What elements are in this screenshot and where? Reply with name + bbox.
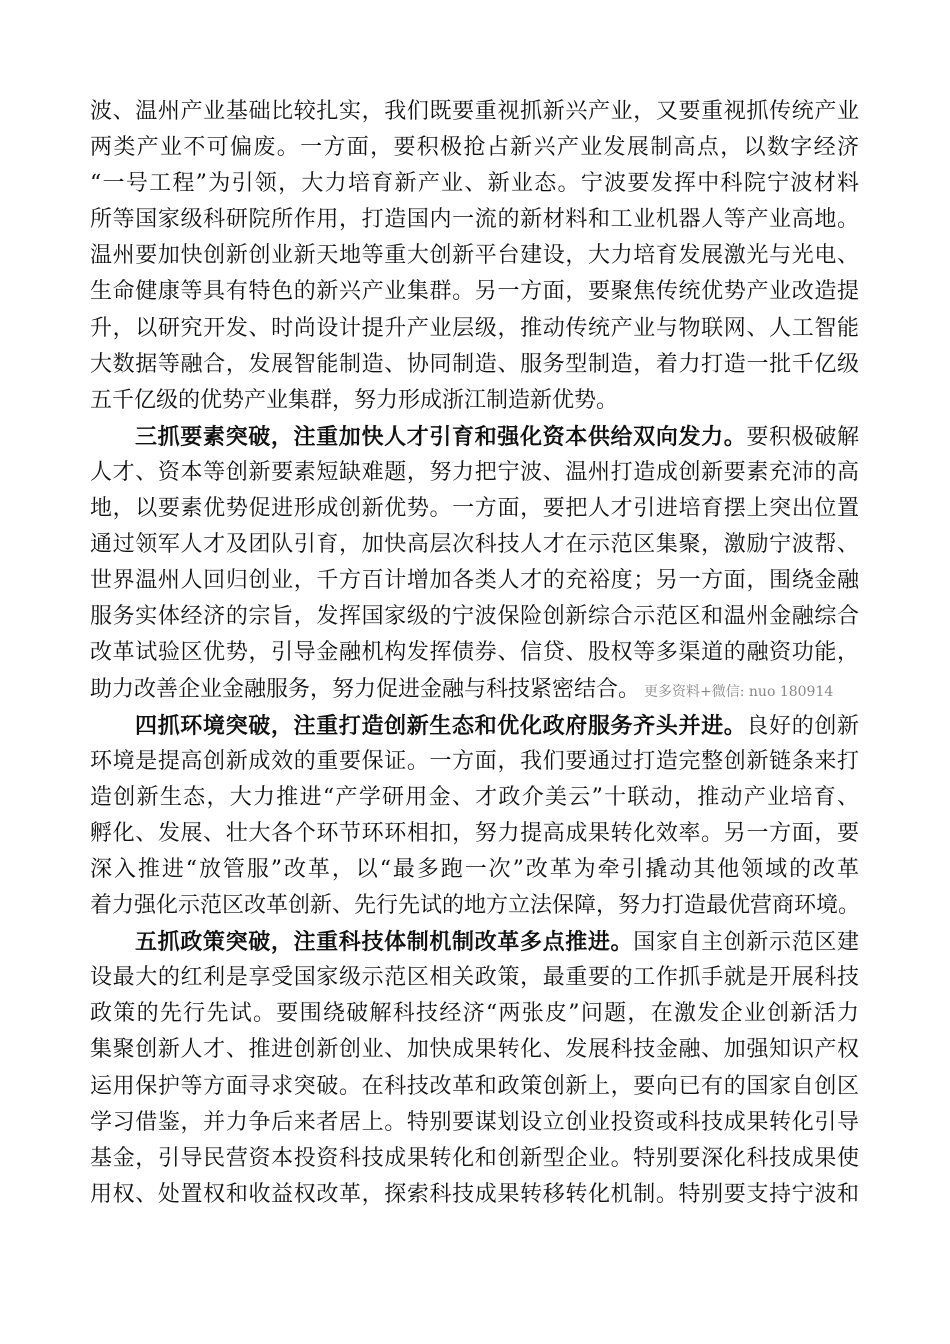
body-text: 深入推进“放管服”改革，以“最多跑一次”改革为牵引撬动其他领域的改革 — [90, 856, 859, 882]
watermark-text: 更多资料+微信: nuo 180914 — [644, 683, 834, 700]
body-text: 孵化、发展、壮大各个环节环环相扣，努力提高成果转化效率。另一方面，要 — [90, 820, 859, 846]
text-line — [90, 455, 859, 491]
body-text: 用权、处置权和收益权改革，探索科技成果转移转化机制。特别要支持宁波和 — [90, 1181, 859, 1207]
text-line — [90, 94, 859, 130]
text-line — [90, 1069, 859, 1105]
body-text: 学习借鉴，并力争后来者居上。特别要谋划设立创业投资或科技成果转化引导 — [90, 1109, 859, 1135]
text-line — [90, 1032, 859, 1068]
body-text: “一号工程”为引领，大力培育新产业、新业态。宁波要发挥中科院宁波材料 — [90, 171, 859, 197]
body-text: 通过领军人才及团队引育，加快高层次科技人才在示范区集聚，激励宁波帮、 — [90, 532, 859, 558]
body-text: 良好的创新 — [746, 713, 859, 739]
text-line — [90, 599, 859, 635]
body-text: 改革试验区优势，引导金融机构发挥债券、信贷、股权等多渠道的融资功能， — [90, 640, 859, 666]
text-line — [90, 202, 859, 238]
bold-lead-in: 五抓政策突破，注重科技体制机制改革多点推进。 — [135, 929, 634, 956]
body-text: 集聚创新人才、推进创新创业、加快成果转化、发展科技金融、加强知识产权 — [90, 1037, 859, 1063]
text-line — [90, 960, 859, 996]
body-text: 温州要加快创新创业新天地等重大创新平台建设，大力培育发展激光与光电、 — [90, 243, 859, 269]
text-line — [90, 852, 859, 888]
text-line — [90, 347, 859, 383]
body-text: 着力强化示范区改革创新、先行先试的地方立法保障，努力打造最优营商环境。 — [90, 893, 861, 919]
body-text: 运用保护等方面寻求突破。在科技改革和政策创新上，要向已有的国家自创区 — [90, 1073, 859, 1099]
bold-lead-in: 四抓环境突破，注重打造创新生态和优化政府服务齐头并进。 — [135, 712, 747, 739]
body-text: 生命健康等具有特色的新兴产业集群。另一方面，要聚焦传统优势产业改造提 — [90, 279, 859, 305]
body-text: 升，以研究开发、时尚设计提升产业层级，推动传统产业与物联网、人工智能 — [90, 315, 859, 341]
text-line — [90, 1177, 859, 1213]
text-line — [90, 816, 859, 852]
text-line — [90, 744, 859, 780]
body-text: 服务实体经济的宗旨，发挥国家级的宁波保险创新综合示范区和温州金融综合 — [90, 604, 859, 630]
bold-lead-in: 三抓要素突破，注重加快人才引育和强化资本供给双向发力。 — [135, 423, 747, 450]
body-text: 人才、资本等创新要素短缺难题，努力把宁波、温州打造成创新要素充沛的高 — [90, 459, 859, 485]
body-text: 要积极破解 — [746, 424, 859, 450]
body-text: 五千亿级的优势产业集群，努力形成浙江制造新优势。 — [90, 387, 619, 413]
text-line — [90, 166, 859, 202]
body-text: 国家自主创新示范区建 — [633, 930, 859, 956]
text-line — [90, 996, 859, 1032]
text-line — [90, 491, 859, 527]
text-line — [90, 888, 859, 924]
text-line — [90, 563, 859, 599]
text-line — [90, 238, 859, 274]
text-line — [90, 527, 859, 563]
body-text: 世界温州人回归创业，千方百计增加各类人才的充裕度；另一方面，围绕金融 — [90, 568, 859, 594]
body-text: 设最大的红利是享受国家级示范区相关政策，最重要的工作抓手就是开展科技 — [90, 965, 859, 991]
body-text: 地，以要素优势促进形成创新优势。一方面，要把人才引进培育摆上突出位置 — [90, 496, 859, 522]
text-line — [90, 130, 859, 166]
text-line — [90, 1141, 859, 1177]
body-text: 造创新生态，大力推进“产学研用金、才政介美云”十联动，推动产业培育、 — [90, 784, 859, 810]
body-text: 大数据等融合，发展智能制造、协同制造、服务型制造，着力打造一批千亿级 — [90, 351, 859, 377]
text-line — [90, 924, 859, 960]
text-line — [90, 672, 859, 708]
text-line — [90, 1105, 859, 1141]
text-line — [90, 419, 859, 455]
body-text: 基金，引导民营资本投资科技成果转化和创新型企业。特别要深化科技成果使 — [90, 1145, 859, 1171]
body-text: 政策的先行先试。要围绕破解科技经济“两张皮”问题，在激发企业创新活力 — [90, 1001, 859, 1027]
document-body — [90, 94, 859, 1213]
text-line — [90, 708, 859, 744]
text-line — [90, 635, 859, 671]
text-line — [90, 311, 859, 347]
text-line — [90, 274, 859, 310]
body-text: 波、温州产业基础比较扎实，我们既要重视抓新兴产业，又要重视抓传统产业 — [90, 99, 859, 124]
body-text: 两类产业不可偏废。一方面，要积极抢占新兴产业发展制高点，以数字经济 — [90, 135, 859, 161]
body-text: 所等国家级科研院所作用，打造国内一流的新材料和工业机器人等产业高地。 — [90, 207, 859, 233]
body-text: 环境是提高创新成效的重要保证。一方面，我们要通过打造完整创新链条来打 — [90, 748, 859, 774]
text-line — [90, 383, 859, 419]
body-text: 助力改善企业金融服务，努力促进金融与科技紧密结合。 — [90, 676, 641, 702]
text-line — [90, 780, 859, 816]
